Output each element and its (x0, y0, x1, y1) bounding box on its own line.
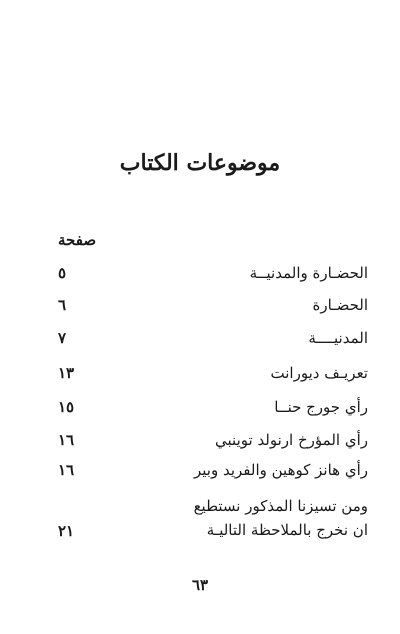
toc-entry-label (108, 494, 368, 542)
toc-entry (58, 360, 368, 386)
toc-entry (58, 494, 368, 544)
toc-entry-label: رأي المؤرخ ارنولد توينبي (215, 431, 368, 449)
toc-entry-label: الحضـارة (312, 296, 368, 314)
page-title: موضوعات الكتاب (119, 150, 281, 176)
toc-entry (58, 260, 368, 286)
toc-entry-page: ٦ (58, 296, 67, 314)
page-number: ٦٣ (191, 576, 209, 594)
toc-entry-page: ٢١ (58, 522, 75, 540)
toc-entry (58, 427, 368, 453)
toc-entry-page: ١٦ (58, 461, 75, 479)
toc-entry-label-line2: ان نخرج بالملاحظة التاليـة (206, 521, 368, 539)
page-column-header: صفحة (58, 231, 97, 249)
toc-entry (58, 457, 368, 483)
toc-entry-label: رأي جورج حنــا (274, 398, 368, 416)
toc-entry (58, 292, 368, 318)
toc-entry-label: المدنيــــة (308, 329, 368, 347)
toc-entry-label: رأي هانز كوهين والفريد وبير (193, 461, 368, 479)
toc-entry-page: ١٦ (58, 431, 75, 449)
toc-entry (58, 325, 368, 351)
toc-entry-label-line1: ومن تسيزنا المذكور نستطيع (193, 497, 368, 515)
toc-entry-page: ٥ (58, 264, 67, 282)
toc-entry-page: ١٣ (58, 364, 75, 382)
toc-entry-page: ٧ (58, 329, 67, 347)
toc-entry-label: تعريـف ديورانت (270, 364, 368, 382)
toc-entry (58, 394, 368, 420)
toc-entry-page: ١٥ (58, 398, 75, 416)
toc-entry-label: الحضـارة والمدنيــة (249, 264, 368, 282)
